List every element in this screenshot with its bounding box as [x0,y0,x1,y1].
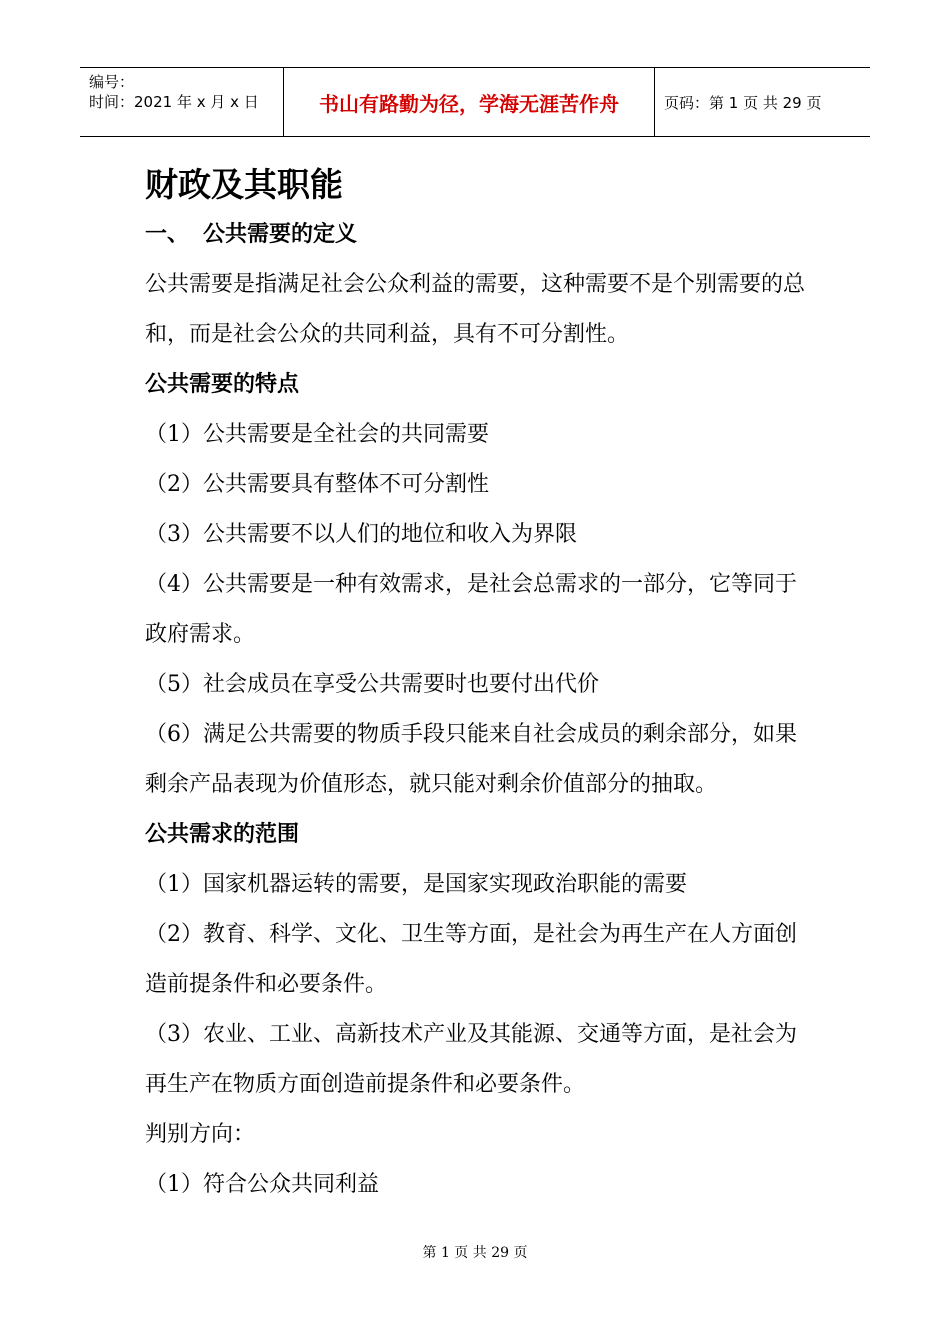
header-meta-cell [80,68,283,136]
section-number: 一、 [145,222,190,247]
document-body [145,160,815,1210]
document-header [80,67,870,137]
list-item: （2）公共需要具有整体不可分割性 [145,472,489,497]
section-title: 公共需要的定义 [203,222,358,247]
header-motto: 书山有路勤为径，学海无涯苦作舟 [283,68,655,136]
list-item: （4）公共需要是一种有效需求，是社会总需求的一部分，它等同于政府需求。 [145,572,797,647]
list-item: （5）社会成员在享受公共需要时也要付出代价 [145,672,599,697]
scope-heading: 公共需求的范围 [145,822,300,847]
list-item: （1）国家机器运转的需要，是国家实现政治职能的需要 [145,872,687,897]
document-title: 财政及其职能 [145,165,343,204]
list-item: （3）农业、工业、高新技术产业及其能源、交通等方面，是社会为再生产在物质方面创造前提条件和必要条件。 [145,1022,797,1097]
list-item: （6）满足公共需要的物质手段只能来自社会成员的剩余部分，如果剩余产品表现为价值形态，就只能对剩余价值部分的抽取。 [145,722,797,797]
features-heading: 公共需要的特点 [145,372,300,397]
header-number-label: 编号： [89,73,135,91]
section-heading [145,210,815,260]
header-date-label: 时间：2021 年 x 月 x 日 [89,93,259,111]
page-footer: 第 1 页 共 29 页 [422,1245,528,1261]
definition-paragraph: 公共需要是指满足社会公众利益的需要，这种需要不是个别需要的总和，而是社会公众的共同利益，具有不可分割性。 [145,272,806,347]
list-item: （3）公共需要不以人们的地位和收入为界限 [145,522,577,547]
list-item: （1）公共需要是全社会的共同需要 [145,422,489,447]
list-item: （2）教育、科学、文化、卫生等方面，是社会为再生产在人方面创造前提条件和必要条件。 [145,922,797,997]
judge-heading: 判别方向： [145,1122,256,1147]
header-page-label: 页码：第 1 页 共 29 页 [664,93,822,112]
list-item: （1）符合公众共同利益 [145,1172,379,1197]
